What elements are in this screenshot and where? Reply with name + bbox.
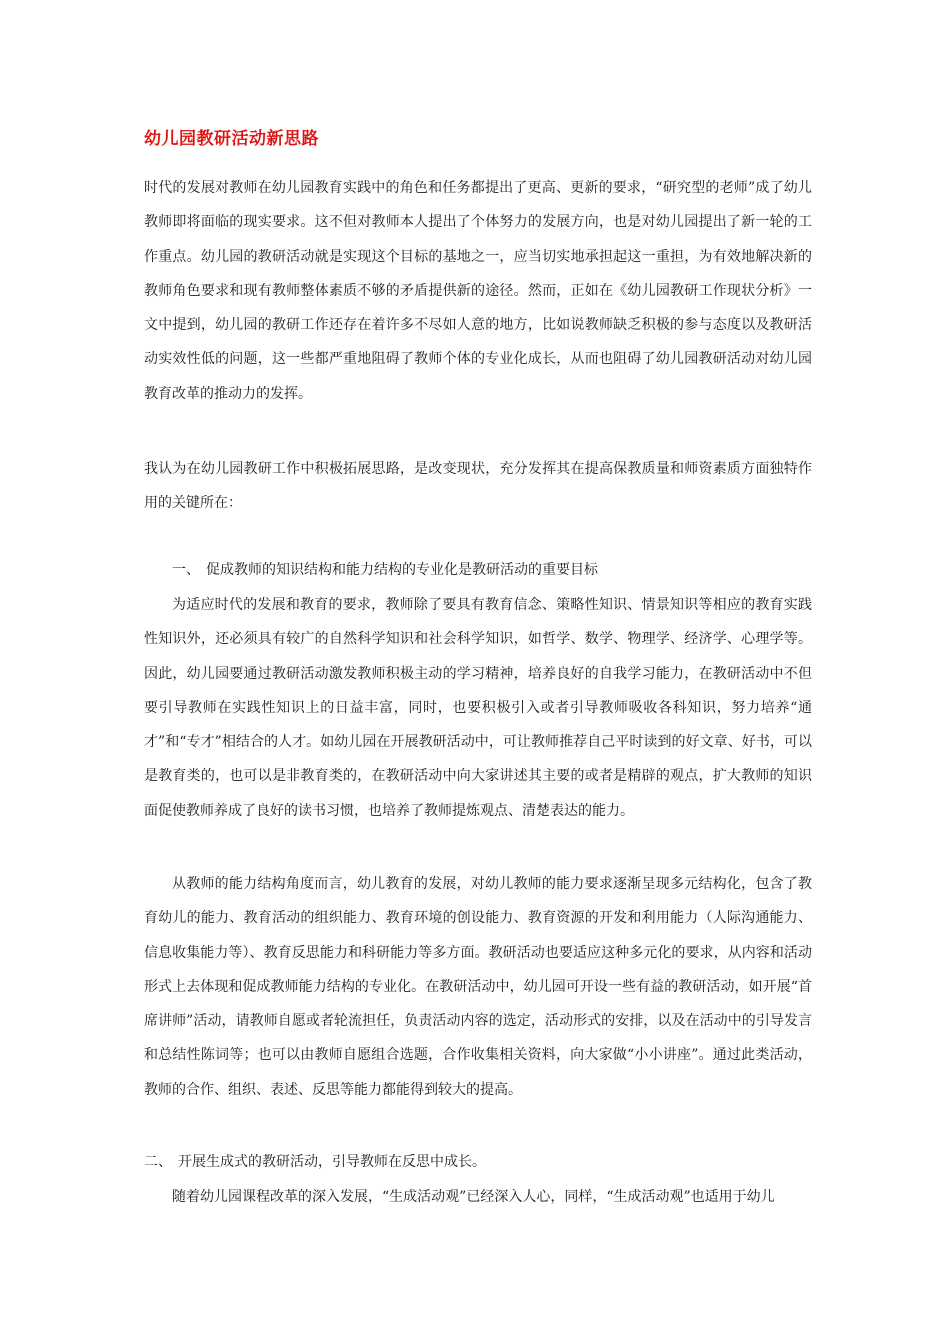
- section-2-heading: [144, 1152, 486, 1172]
- section-2-number: 二、: [144, 1154, 172, 1170]
- section-1-heading-text: 促成教师的知识结构和能力结构的专业化是教研活动的重要目标: [206, 562, 598, 578]
- section-2-heading-text: 开展生成式的教研活动，引导教师在反思中成长。: [178, 1154, 486, 1170]
- document-title: 幼儿园教研活动新思路: [144, 129, 319, 149]
- section-1-number: 一、: [172, 562, 200, 578]
- section-1-paragraph-2: 从教师的能力结构角度而言，幼儿教育的发展，对幼儿教师的能力要求逐渐呈现多元结构化，包含了教育幼儿的能力、教育活动的组织能力、教育环境的创设能力、教育资源的开发和利用能力（人际沟通能力、信息收集能力等）、教育反思能力和科研能力等多方面。教研活动也要适应这种多元化的要求，从内容和活动形式上去体现和促成教师能力结构的专业化。在教研活动中，幼儿园可开设一些有益的教研活动，如开展“首席讲师”活动，请教师自愿或者轮流担任，负责活动内容的选定，活动形式的安排，以及在活动中的引导发言和总结性陈词等；也可以由教师自愿组合选题，合作收集相关资料，向大家做“小小讲座”。通过此类活动，教师的合作、组织、表述、反思等能力都能得到较大的提高。: [144, 876, 812, 1098]
- section-1-paragraph-1: 为适应时代的发展和教育的要求，教师除了要具有教育信念、策略性知识、情景知识等相应的教育实践性知识外，还必须具有较广的自然科学知识和社会科学知识，如哲学、数学、物理学、经济学、心理学等。因此，幼儿园要通过教研活动激发教师积极主动的学习精神，培养良好的自我学习能力，在教研活动中不但要引导教师在实践性知识上的日益丰富，同时，也要积极引入或者引导教师吸收各科知识，努力培养“通才”和“专才”相结合的人才。如幼儿园在开展教研活动中，可让教师推荐自己平时读到的好文章、好书，可以是教育类的，也可以是非教育类的，在教研活动中向大家讲述其主要的或者是精辟的观点，扩大教师的知识面促使教师养成了良好的读书习惯，也培养了教师提炼观点、清楚表达的能力。: [144, 597, 812, 819]
- section-1-heading: [172, 560, 598, 580]
- section-2-paragraph-1: 随着幼儿园课程改革的深入发展，“生成活动观”已经深入人心，同样，“生成活动观”也适用于幼儿: [172, 1189, 775, 1205]
- thesis-paragraph: 我认为在幼儿园教研工作中积极拓展思路，是改变现状，充分发挥其在提高保教质量和师资素质方面独特作用的关键所在：: [144, 461, 812, 512]
- intro-paragraph: 时代的发展对教师在幼儿园教育实践中的角色和任务都提出了更高、更新的要求，“研究型的老师”成了幼儿教师即将面临的现实要求。这不但对教师本人提出了个体努力的发展方向，也是对幼儿园提出了新一轮的工作重点。幼儿园的教研活动就是实现这个目标的基地之一，应当切实地承担起这一重担，为有效地解决新的教师角色要求和现有教师整体素质不够的矛盾提供新的途径。然而，正如在《幼儿园教研工作现状分析》一文中提到，幼儿园的教研工作还存在着许多不尽如人意的地方，比如说教师缺乏积极的参与态度以及教研活动实效性低的问题，这一些都严重地阻碍了教师个体的专业化成长，从而也阻碍了幼儿园教研活动对幼儿园教育改革的推动力的发挥。: [144, 180, 812, 402]
